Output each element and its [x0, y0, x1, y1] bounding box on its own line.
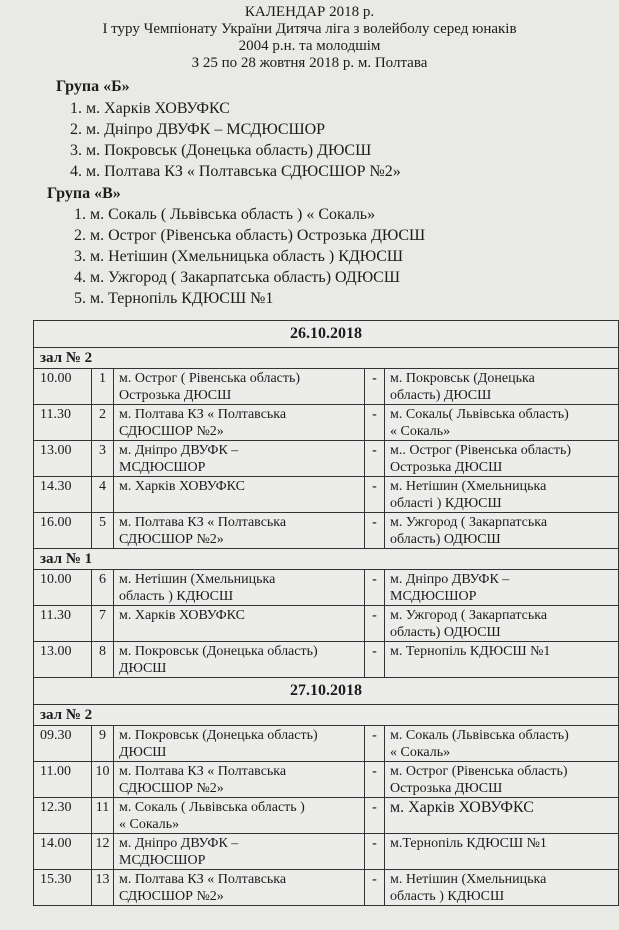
match-home-team [114, 762, 365, 797]
match-away-team-line [390, 852, 618, 869]
match-separator [365, 513, 385, 548]
group-b-team: 4. м. Полтава КЗ « Полтавська СДЮСШОР №2» [70, 163, 401, 180]
match-number [92, 870, 114, 905]
match-time [34, 405, 92, 440]
match-time [34, 834, 92, 869]
match-number-line: 4 [99, 479, 106, 494]
match-row [34, 606, 618, 642]
match-separator [365, 726, 385, 761]
match-home-team-line [119, 495, 364, 512]
match-number-line: 10 [95, 764, 110, 779]
match-time-line: 13.00 [40, 443, 72, 458]
match-home-team [114, 369, 365, 404]
match-home-team-line: м. Покровськ (Донецька область) [119, 728, 318, 743]
match-away-team [385, 834, 618, 869]
document-header [0, 4, 619, 72]
group-v-team: 3. м. Нетішин (Хмельницька область ) КДЮСШ [74, 248, 404, 265]
match-row [34, 441, 618, 477]
match-row [34, 726, 618, 762]
match-home-team-line: Острозька ДЮСШ [119, 388, 232, 403]
match-time [34, 441, 92, 476]
match-number-line: 5 [99, 515, 106, 530]
group-b-team: 1. м. Харків ХОВУФКС [70, 100, 230, 117]
match-away-team [385, 369, 618, 404]
match-time-line: 10.00 [40, 371, 72, 386]
match-separator [365, 570, 385, 605]
match-away-team-line: МСДЮСШОР [390, 589, 477, 604]
group-b-team: 2. м. Дніпро ДВУФК – МСДЮСШОР [70, 121, 326, 138]
match-away-team-line: м. Харків ХОВУФКС [390, 799, 534, 816]
match-away-team [385, 606, 618, 641]
match-number [92, 405, 114, 440]
match-away-team-line: область ) КДЮСШ [390, 889, 505, 904]
match-time-line: 11.30 [40, 407, 71, 422]
match-time-line: 12.30 [40, 800, 72, 815]
match-home-team-line [119, 624, 364, 641]
match-number [92, 513, 114, 548]
match-number [92, 762, 114, 797]
match-home-team [114, 834, 365, 869]
match-row [34, 513, 618, 549]
match-home-team-line: м. Покровськ (Донецька область) [119, 644, 318, 659]
match-time-line: 10.00 [40, 572, 72, 587]
match-away-team-line: м.. Острог (Рівенська область) [390, 443, 572, 458]
match-home-team [114, 642, 365, 677]
header-age: 2004 р.н. та молодшім [238, 38, 381, 54]
match-away-team [385, 570, 618, 605]
match-away-team [385, 441, 618, 476]
group-v-team: 1. м. Сокаль ( Львівська область ) « Сокаль» [74, 206, 376, 223]
match-number-line: 7 [99, 608, 106, 623]
match-time [34, 762, 92, 797]
match-separator [365, 369, 385, 404]
group-b-title: Група «Б» [56, 78, 130, 95]
match-separator-line: - [372, 644, 377, 659]
match-home-team-line: СДЮСШОР №2» [119, 889, 224, 904]
match-separator [365, 642, 385, 677]
match-row [34, 405, 618, 441]
match-away-team-line: область) ОДЮСШ [390, 625, 501, 640]
match-away-team-line: м. Нетішин (Хмельницька [390, 872, 547, 887]
match-time [34, 570, 92, 605]
match-row [34, 798, 618, 834]
match-home-team [114, 798, 365, 833]
match-away-team-line: м. Покровськ (Донецька [390, 371, 535, 386]
match-time-line: 09.30 [40, 728, 72, 743]
match-time [34, 477, 92, 512]
header-title: КАЛЕНДАР 2018 р. [244, 4, 375, 20]
hall-label: зал № 2 [34, 348, 618, 369]
match-away-team-line: Острозька ДЮСШ [390, 460, 503, 475]
match-home-team-line: м. Острог ( Рівенська область) [119, 371, 301, 386]
match-number-line: 13 [95, 872, 110, 887]
match-separator-line: - [372, 572, 377, 587]
match-separator [365, 606, 385, 641]
match-home-team-line: м. Полтава КЗ « Полтавська [119, 515, 287, 530]
match-home-team [114, 606, 365, 641]
hall-label: зал № 2 [34, 705, 618, 726]
match-separator-line: - [372, 872, 377, 887]
match-away-team-line [390, 816, 618, 833]
match-home-team-line: м. Дніпро ДВУФК – [119, 836, 239, 851]
match-away-team-line: м. Тернопіль КДЮСШ №1 [390, 644, 551, 659]
match-home-team-line: м. Полтава КЗ « Полтавська [119, 872, 287, 887]
match-separator [365, 441, 385, 476]
match-home-team-line: СДЮСШОР №2» [119, 781, 224, 796]
match-row [34, 477, 618, 513]
match-home-team-line: м. Харків ХОВУФКС [119, 479, 245, 494]
schedule-table [33, 320, 619, 906]
match-time [34, 369, 92, 404]
match-away-team-line: м. Ужгород ( Закарпатська [390, 515, 548, 530]
match-number-line: 9 [99, 728, 106, 743]
group-v-team: 5. м. Тернопіль КДЮСШ №1 [74, 290, 274, 307]
match-home-team [114, 405, 365, 440]
match-separator [365, 834, 385, 869]
match-time [34, 726, 92, 761]
match-time-line: 13.00 [40, 644, 72, 659]
match-time-line: 15.30 [40, 872, 72, 887]
match-away-team-line: « Сокаль» [390, 745, 451, 760]
match-row [34, 762, 618, 798]
match-number [92, 642, 114, 677]
header-dates: З 25 по 28 жовтня 2018 р. м. Полтава [191, 55, 428, 71]
match-away-team-line: м. Дніпро ДВУФК – [390, 572, 510, 587]
match-time [34, 798, 92, 833]
match-away-team [385, 870, 618, 905]
match-number [92, 477, 114, 512]
match-away-team-line: м. Острог (Рівенська область) [390, 764, 568, 779]
match-number-line: 8 [99, 644, 106, 659]
match-away-team [385, 477, 618, 512]
match-number-line: 2 [99, 407, 106, 422]
match-away-team-line: м. Нетішин (Хмельницька [390, 479, 547, 494]
match-separator-line: - [372, 479, 377, 494]
match-row [34, 834, 618, 870]
match-number [92, 369, 114, 404]
match-row [34, 870, 618, 905]
match-home-team-line: МСДЮСШОР [119, 853, 206, 868]
match-home-team-line: м. Сокаль ( Львівська область ) [119, 800, 305, 815]
match-time [34, 642, 92, 677]
match-separator-line: - [372, 608, 377, 623]
match-separator [365, 477, 385, 512]
match-away-team [385, 726, 618, 761]
match-time-line: 11.30 [40, 608, 71, 623]
match-home-team-line: м. Дніпро ДВУФК – [119, 443, 239, 458]
match-separator-line: - [372, 371, 377, 386]
match-separator-line: - [372, 836, 377, 851]
match-home-team [114, 513, 365, 548]
match-time-line: 14.00 [40, 836, 72, 851]
match-separator-line: - [372, 800, 377, 815]
match-separator [365, 762, 385, 797]
group-v-team: 2. м. Острог (Рівенська область) Острозька ДЮСШ [74, 227, 426, 244]
match-row [34, 642, 618, 678]
match-away-team [385, 798, 618, 833]
match-separator-line: - [372, 515, 377, 530]
match-number-line: 1 [99, 371, 106, 386]
match-home-team [114, 477, 365, 512]
match-home-team-line: м. Полтава КЗ « Полтавська [119, 407, 287, 422]
match-away-team [385, 513, 618, 548]
match-home-team-line: область ) КДЮСШ [119, 589, 234, 604]
match-home-team-line: « Сокаль» [119, 817, 180, 832]
match-home-team-line: МСДЮСШОР [119, 460, 206, 475]
match-away-team [385, 405, 618, 440]
match-away-team-line: « Сокаль» [390, 424, 451, 439]
match-separator-line: - [372, 728, 377, 743]
match-home-team-line: м. Нетішин (Хмельницька [119, 572, 276, 587]
match-away-team [385, 762, 618, 797]
match-home-team-line: м. Полтава КЗ « Полтавська [119, 764, 287, 779]
match-separator-line: - [372, 764, 377, 779]
match-away-team [385, 642, 618, 677]
match-home-team-line: СДЮСШОР №2» [119, 532, 224, 547]
match-row [34, 570, 618, 606]
match-home-team [114, 726, 365, 761]
match-home-team-line: м. Харків ХОВУФКС [119, 608, 245, 623]
group-b-team: 3. м. Покровськ (Донецька область) ДЮСШ [70, 142, 372, 159]
match-number [92, 570, 114, 605]
match-away-team-line: м.Тернопіль КДЮСШ №1 [390, 836, 547, 851]
group-v-team: 4. м. Ужгород ( Закарпатська область) ОДЮСШ [74, 269, 400, 286]
match-home-team-line: СДЮСШОР №2» [119, 424, 224, 439]
match-home-team [114, 570, 365, 605]
match-number [92, 726, 114, 761]
match-separator [365, 405, 385, 440]
match-away-team-line: область) ОДЮСШ [390, 532, 501, 547]
match-number-line: 11 [95, 800, 110, 815]
schedule-date: 27.10.2018 [34, 678, 618, 705]
match-number-line: 12 [95, 836, 110, 851]
match-home-team [114, 441, 365, 476]
hall-label: зал № 1 [34, 549, 618, 570]
match-number-line: 3 [99, 443, 106, 458]
match-separator-line: - [372, 443, 377, 458]
match-time [34, 606, 92, 641]
match-number [92, 798, 114, 833]
match-number [92, 441, 114, 476]
match-away-team-line: м. Сокаль( Львівська область) [390, 407, 569, 422]
match-number [92, 834, 114, 869]
match-away-team-line: область) ДЮСШ [390, 388, 492, 403]
schedule-date: 26.10.2018 [34, 321, 618, 348]
match-away-team-line: області ) КДЮСШ [390, 496, 502, 511]
match-separator [365, 798, 385, 833]
match-away-team-line: Острозька ДЮСШ [390, 781, 503, 796]
match-time-line: 14.30 [40, 479, 72, 494]
match-home-team-line: ДЮСШ [119, 745, 167, 760]
match-home-team [114, 870, 365, 905]
match-time-line: 11.00 [40, 764, 71, 779]
match-time-line: 16.00 [40, 515, 72, 530]
group-v-title: Група «В» [47, 185, 121, 202]
match-away-team-line [390, 660, 618, 677]
match-away-team-line: м. Ужгород ( Закарпатська [390, 608, 548, 623]
match-away-team-line: м. Сокаль (Львівська область) [390, 728, 569, 743]
header-subtitle: І туру Чемпіонату України Дитяча ліга з волейболу серед юнаків [102, 21, 517, 37]
match-separator [365, 870, 385, 905]
match-time [34, 870, 92, 905]
match-number-line: 6 [99, 572, 106, 587]
match-home-team-line: ДЮСШ [119, 661, 167, 676]
match-number [92, 606, 114, 641]
match-time [34, 513, 92, 548]
match-separator-line: - [372, 407, 377, 422]
match-row [34, 369, 618, 405]
